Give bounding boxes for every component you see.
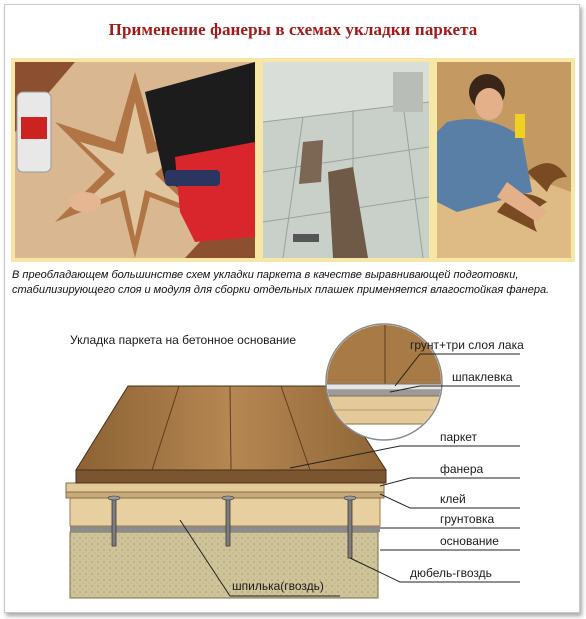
label-dowel: дюбель-гвоздь bbox=[410, 566, 492, 580]
label-putty: шпаклевка bbox=[452, 370, 513, 384]
label-primer: грунтовка bbox=[440, 512, 495, 526]
label-plywood: фанера bbox=[440, 462, 484, 476]
parquet-edge bbox=[76, 470, 386, 483]
dowel-nail bbox=[348, 498, 352, 558]
parquet-layer-diagram bbox=[0, 320, 586, 619]
plywood-layer bbox=[70, 498, 380, 526]
label-base: основание bbox=[440, 534, 499, 548]
label-primer-lacquer: грунт+три слоя лака bbox=[410, 338, 524, 352]
photo-worker-laying-inlay bbox=[437, 62, 571, 258]
photo-plywood-subfloor bbox=[263, 62, 429, 258]
diagram-heading: Укладка паркета на бетонное основание bbox=[70, 333, 297, 347]
pin-nail-2 bbox=[226, 498, 230, 546]
primer-layer bbox=[70, 526, 380, 532]
page-title: Применение фанеры в схемах укладки паркета bbox=[108, 20, 478, 39]
plywood-top-layer bbox=[66, 483, 384, 492]
photo-strip bbox=[11, 58, 575, 262]
description-text: В преобладающем большинстве схем укладки паркета в качестве выравнивающей подготовки, стабилизирующего слоя и модуля для сборки отдельных плашек применяется влагостойкая фанера. bbox=[12, 269, 550, 296]
label-glue: клей bbox=[440, 492, 466, 506]
label-pin: шпилька(гвоздь) bbox=[232, 579, 324, 593]
photo-parquet-star-inlay bbox=[15, 62, 255, 258]
label-parquet: паркет bbox=[440, 430, 478, 444]
pin-nail-1 bbox=[112, 498, 116, 546]
